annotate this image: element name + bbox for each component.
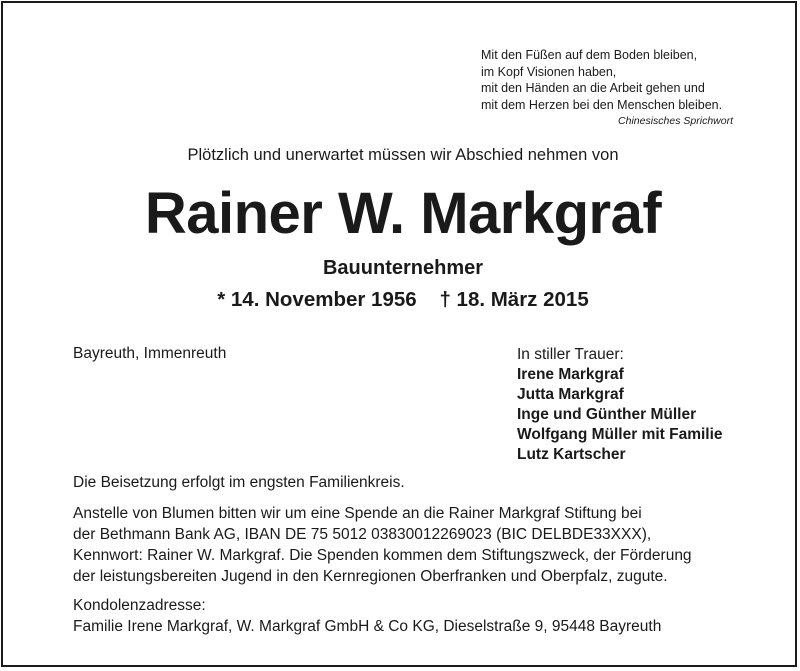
deceased-name: Rainer W. Markgraf: [144, 181, 662, 246]
condolence-label: Kondolenzadresse:: [73, 597, 206, 614]
mourners-block: [517, 345, 723, 465]
profession: Bauunternehmer: [322, 257, 484, 279]
quote-line: Mit den Füßen auf dem Boden bleiben,: [481, 48, 698, 62]
funeral-notice: [73, 472, 773, 493]
donation-notice: [73, 503, 773, 587]
mourner-name: Wolfgang Müller mit Familie: [517, 426, 723, 443]
mourner-name: Jutta Markgraf: [517, 386, 624, 403]
epigraph-quote: [481, 47, 743, 128]
quote-line: mit dem Herzen bei den Menschen bleiben.: [481, 97, 723, 112]
condolence-address-text: Familie Irene Markgraf, W. Markgraf GmbH & Co KG, Dieselstraße 9, 95448 Bayreuth: [73, 618, 662, 635]
mourner-name: Irene Markgraf: [517, 366, 624, 383]
quote-source: Chinesisches Sprichwort: [618, 115, 733, 127]
mourners-label: In stiller Trauer:: [517, 346, 624, 363]
donation-line: der Bethmann Bank AG, IBAN DE 75 5012 03830012269023 (BIC DELBDE33XXX),: [73, 526, 652, 543]
mourner-name: Lutz Kartscher: [517, 446, 626, 463]
intro-text: Plötzlich und unerwartet müssen wir Abschied nehmen von: [187, 146, 619, 164]
quote-line: mit den Händen an die Arbeit gehen und: [481, 81, 705, 95]
obituary-frame: [1, 1, 797, 667]
donation-line: Anstelle von Blumen bitten wir um eine Spende an die Rainer Markgraf Stiftung bei: [73, 505, 642, 522]
donation-line: der leistungsbereiten Jugend in den Kernregionen Oberfranken und Oberpfalz, zugute.: [73, 568, 668, 585]
donation-line: Kennwort: Rainer W. Markgraf. Die Spenden kommen dem Stiftungszweck, der Förderung: [73, 547, 692, 564]
quote-line: im Kopf Visionen haben,: [481, 64, 617, 79]
mourner-name: Inge und Günther Müller: [517, 406, 697, 423]
condolence-address: [73, 595, 773, 637]
life-dates: * 14. November 1956 † 18. März 2015: [217, 288, 589, 311]
place-text: Bayreuth, Immenreuth: [73, 345, 227, 362]
funeral-text: Die Beisetzung erfolgt im engsten Familienkreis.: [73, 474, 405, 491]
